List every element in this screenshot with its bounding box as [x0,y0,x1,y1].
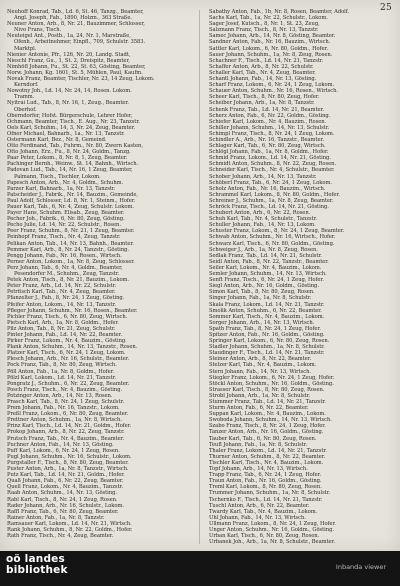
viewer-footer-bar [0,551,400,586]
directory-entry-line: Singer Johann, Fab., 1a, Nr. 8, Schulstr. [209,295,312,302]
directory-entry-line: Pöll Anton, Fab., 1a, Nr. 8, Goldm., Hofer. [7,368,115,375]
column-divider [199,10,200,544]
directory-entry-line: Scheer Karl, Tisch., 8, Nr. 80, Zeug, Hofer. [209,94,320,101]
directory-entry-line: Schiefer Karl, Lokom., Nr. 4, Bauzim., Rosen. [209,118,327,125]
directory-entry-line: Spath Franz, Tab., 8, Nr. 24, 1 Zeug, Hofer. [209,325,321,332]
directory-entry-line: Stummer Franz, Tab., Ld. 14, Nr. 21, Tanzstr. [209,399,326,405]
directory-entry-line: Pongratz J., Schuhm., 6, Nr. 22, Zeug, Beamter. [7,380,130,387]
directory-entry-line: Urbanek Joh., Arb., 1a, Nr. 8, Schulstr., Beamter. [209,539,335,546]
directory-entry-line: Raffl Franz, Tab., 6, Nr. 80, Zeug, Beamter. [7,508,119,515]
directory-entry-line: Siegl Anton, Arb., Nr. 16, Goldm., Gösting. [209,283,319,290]
directory-entry-line: Quaß Johann, Fab., 6, Nr. 22, Zeug, Beamter. [7,478,124,485]
directory-entry-line: Simon Karl, Tab., 8, Nr. 80, Zeug, Rosen. [209,289,315,296]
directory-entry-line: Pfleger Johann, Schuhm., Nr. 16, Rosen., Beamter. [7,307,138,314]
directory-entry-line: Nivo Frans, Tisch. [14,27,62,34]
directory-entry-line: Schreiner J., Schuhm., 1a, Nr. 8, Zeug, Beamter. [209,197,334,204]
directory-entry-line: Schimpl Franz, Tisch., 8, Nr. 24, 1 Zeug, Lokom. [209,130,335,137]
directory-entry-line: Schuh Karl, Tab., Nr. 4, Schulstr., Tanzstr. [209,216,318,223]
directory-entry-line: Tischler Karl, Tisch., Nr. 4, Bauzim., Lokom. [209,459,324,466]
directory-entry-line: Stern Johann, Fab., 14, Nr. 13, Wirtsch. [209,368,311,375]
directory-entry-line: Schubert Anton, Arb., 6, Nr. 22, Rosen. [209,210,311,217]
directory-entry-line: Twardy Karl, Tab., Nr. 4, Bauzim., Lokom. [209,508,318,515]
directory-entry-line: Schauer Anton, Schuhm., Nr. 16, Rosen., Wirtsch. [209,88,339,95]
directory-entry-line: Putz Karl, Tab., Ld. 14, Nr. 21, Goldm., Hofer. [7,472,125,479]
directory-entry-line: Trapp Franz, Tab., 6, Nr. 24, 1 Zeug, Hofer. [209,472,322,479]
directory-entry-line: Tschernko F., Tisch., Ld. 14, Nr. 21, Tanzstr. [209,496,323,503]
directory-entry-line: Pemmer Karl, Arb., 8, Nr. 24, Tanzstr., Gösting. [7,246,129,253]
directory-entry-line: Raab Anton, Schuhm., 14, Nr. 13, Gösting. [7,490,117,497]
directory-entry-line: Stöckl Anton, Schuhm., Nr. 16, Goldm., Gösting. [209,380,334,387]
directory-entry-line: Norw. Johann, Kg. 1601, St. 5, Mühlen, Paul, Kaufm. [7,69,143,76]
directory-entry-line: Pirker Franz, Lokom., Nr. 4, Bauzim., Gösting. [7,338,127,345]
directory-entry-line: Angl. Joseph, Fab., 1890, Holzm., 363 Straße. [14,15,132,22]
directory-entry-line: Schrammel Karl, Lokom., 8, Nr. 80, Goldm., Hofer. [209,191,340,198]
directory-entry-line: Smolik Anton, Schuhm., 6, Nr. 22, Beamter. [209,307,322,314]
directory-entry-line: Plesch Johann, Arb., Nr. 16, Schulstr., Beamter. [7,356,130,363]
directory-entry-line: Tuschl Anton, Arb., 6, Nr. 22, Beamter. [209,502,310,509]
directory-entry-line: Szabo Franz, Tisch., 8, Nr. 24, 1 Zeug, Hofer. [209,423,326,430]
directory-entry-line: Schuller Johann, Fab., 14, Nr. 13, Lokom. [209,222,316,229]
directory-entry-line: Traun Anton, Fab., Nr. 16, Goldm., Gösting. [209,478,322,485]
directory-entry-line: Sachs Karl, Tab., 1a, Nr. 22, Schulstr., Lokom. [209,15,328,22]
directory-entry-line: Parzer Karl, Bahnarb., 1a, Nr. 13, Tanzstr. [7,185,116,192]
directory-entry-line: Nieschl Franz, Gu., 1, St. 2, Dreispitz, Beamter, [7,57,130,64]
directory-entry-line: Prutsch Franz, Tab., Nr. 4, Bauzim., Beamter. [7,435,125,442]
directory-entry-line: Preßl Franz, Lokom., 6, Nr. 80, Zeug, Beamter. [7,411,129,418]
directory-entry-line: Pfanzelter J., Fab., 8, Nr. 24, 1 Zeug, Gösting. [7,295,125,302]
directory-entry-line: Rank Johann, Schuhm., 8, Nr. 22, Goldm., Hofer. [7,526,133,533]
directory-entry-line: Sedlak Franz, Tab., Ld. 14, Nr. 21, Schulstr. [209,252,322,259]
directory-entry-line: Puchner Anton, Fab., 14, Nr. 13, Gösting. [7,441,114,448]
directory-entry-line: Suppan Karl, Lokom., Nr. 4, Bauzim., Lokom. [209,411,326,418]
directory-entry-line: Pölzl Karl, Lokom., Ld. 14, Nr. 21, Tanzstr. [7,374,117,381]
directory-entry-line: Uhl Johann, Fab., 14, Nr. 13, Wirtsch. [209,514,306,521]
directory-entry-line: Puff Karl, Lokom., 6, Nr. 24, 1 Zeug, Rosen. [7,447,120,454]
directory-entry-line: Paar Peter, Lokom., 8, Nr. 8, 1, Zeug, Beamter. [7,155,128,162]
directory-entry-line: Stadler Johann, Schuhm., 1a, Nr. 8, Schulstr. [209,344,325,351]
directory-entry-line: Steiner Anton, Arb., 8, Nr. 22, Beamter. [209,356,312,363]
directory-entry-line: Peter Franz, Arb., Ld. 14, Nr. 22, Schulstr. [7,283,117,290]
directory-entry-line: Stelzer Karl, Tab., Nr. 4, Bauzim., Lokom. [209,362,317,369]
directory-entry-line: Otto Ferdinand, Tab., Fuhrm., Nr. 80, Zwern Kasten, [7,143,143,150]
directory-entry-line: Prasch Karl, Tab., 8, Nr. 24, 1 Zeug, Schulstr. [7,399,125,405]
directory-entry-line: Sabathy Anton, Fab., 1b, Nr. 8, Rosen, Beamter, Adolf. [209,9,350,15]
directory-entry-line: Marktpl. [14,45,37,52]
directory-entry-line: Seidl Anton, Fab., 8, Nr. 22, Tanzstr., Beamter. [209,258,329,265]
directory-entry-line: Pichler Franz, Tisch., 6, Nr. 80, Zeug, Wirtsch. [7,313,128,320]
directory-entry-line: Sauer Johann, Schuhm., 1a, Nr. 8, Zeug, Rosen. [209,51,333,58]
directory-entry-line: Staudinger F., Tisch., Ld. 14, Nr. 21, Tanzstr. [209,350,325,357]
directory-entry-line: Neuner Anton, Arb., 8, Nr. 21, Bauzimmer, Schlosser, [7,21,145,28]
directory-entry-line: Nyitrai Lud., Tab., 8, Nr. 16, 1, Zeug., Beamter. [7,100,129,107]
logo-line-2: bibliothek [6,564,68,576]
directory-entry-line: Sattler Karl, Lokom., 6, Nr. 80, Goldm., Hofer. [209,45,328,52]
directory-entry-line: Schaffer Anton, Arb., 8, Nr. 22, Schulstr. [209,63,314,70]
directory-entry-line: Springer Karl, Lokom., 6, Nr. 80, Zeug, Rosen. [209,338,330,345]
directory-entry-line: Samec Johann, Arb., 14, Nr. 8, Gösting, Beamter. [209,33,336,40]
directory-entry-line: Patscheider J., Fabrik., Nr. 14, Bauzim., Gemeinde, [7,191,138,198]
directory-entry-line: Schmid Franz, Lokom., Ld. 14, Nr. 21, Gösting. [209,155,331,162]
directory-entry-line: Prettner Anton, Schuhm., 1a, Nr. 8, Wirtsch. [7,417,122,424]
directory-entry-line: Schweiger J., Arb., 1a, Nr. 8, Zeug, Rosen. [209,246,318,253]
directory-entry-line: Peer Franz, Schuhm., 8, Nr. 21, 1 Zeug, Beamter. [7,228,135,235]
directory-entry-line: Rath Franz, Tisch., Nr. 4, Zeug, Beamter. [7,533,114,540]
directory-entry-line: Schröck Franz, Tisch., Ld. 14, Nr. 21, Gösting. [209,204,329,210]
directory-entry-line: Oels Karl, Schuhm., 14, 3, Nr. 24, Zeug, Beamter. [7,124,135,131]
left-column [7,9,191,547]
directory-entry-line: Petek Anton, Tisch., 8, Nr. 21, Bauzim., Lokom. [7,277,129,284]
directory-entry-line: Rader Johann, Arb., Nr. 16, Schulstr., Lokom. [7,502,124,509]
directory-entry-line: Tramm. [14,94,35,101]
directory-entry-line: Nowotny Joh., Ld. 14, Nr. 24, 14, Rosen. Lokom. [7,88,132,95]
directory-entry-line: Pietsch Karl, Arb., 1a, Nr. 8, Goldm., Hofer. [7,319,119,326]
directory-entry-line: Semler Johann, Schuhm., 14, Nr. 13, Wirtsch. [209,271,327,278]
directory-entry-line: Pesendorfer M., Schuhm., Zeug, Tanzstr. [14,271,120,278]
directory-entry-line: Sommer Karl, Tisch., Nr. 4, Bauzim., Lokom. [209,313,325,320]
directory-entry-line: Papesch Anton, Arb., Nr. 4, Goldm., Schuhm. [7,179,124,186]
directory-entry-line: Puster Anton, Arb., 1a, Nr. 8, Tanzstr., Wirtsch. [7,466,129,473]
directory-entry-line: Schaller Karl, Tab., Nr. 4, Zeug, Beamter. [209,69,316,76]
directory-entry-line: Sturm Anton, Fab., 6, Nr. 22, Beamter. [209,405,309,412]
directory-entry-line: Schwarz Karl, Tisch., 6, Nr. 80, Goldm., Gösting. [209,240,335,247]
directory-entry-line: Swoboda Johann, Schuhm., 14, Nr. 13, Wirtsch. [209,417,332,424]
directory-entry-line: Pinter Johann, Fab., Ld. 14, Nr. 22, Beamter. [7,331,122,338]
directory-entry-line: Stiegler Franz, Lokom., 6, Nr. 24, 1 Zeug, Hofer. [209,374,335,381]
directory-entry-line: Paul Adolf, Schlosser, Ld. 8, Nr. 1, Steinm., Hofer. [7,197,136,204]
directory-entry-line: Nimhöfl Johann, Fu., St. 22, St. 63, Gösting, Beamter, [7,63,146,70]
directory-entry-line: Schlögl Johann, Fab., 1a, Nr. 8, Goldm., Hofer. [209,149,329,156]
directory-entry-line: Petritsch Karl, Tab., Nr. 4, Zeug, Beamter. [7,289,116,296]
directory-entry-line: Pelikan Anton, Tab., 14, Nr. 13, Bahnh., Beamter. [7,240,134,247]
directory-entry-line: Schachner F., Tisch., Ld. 14, Nr. 21, Tanzstr. [209,57,324,64]
logo-line-1: oö landes [6,553,65,565]
directory-entry-line: Plank Anton, Schuhm., 14, Nr. 13, Tanzstr., Rosen. [7,344,138,351]
directory-entry-line: Tauber Karl, Tab., 6, Nr. 80, Zeug, Rosen. [209,435,317,442]
directory-entry-line: Schenk Franz, Tab., Ld. 14, Nr. 21, Beamter. [209,106,324,113]
directory-entry-line: Scharf Franz, Lokom., 6, Nr. 24, 1 Zeug, Lokom. [209,82,335,89]
page-number: 25 [379,3,392,13]
directory-entry-line: Sager Josef, Kutsch., 8, Nr. 1, St. 23, Zeug, [209,21,320,28]
directory-entry-line: Schantl Johann, Fab., 14, Nr. 13, Gösting. [209,76,317,83]
directory-entry-line: Ochmann, Beamter, Tisch., E. Aug., Nr. 23, Tanzstr. [7,118,140,125]
directory-entry-line: Pock Franz, Tab., 8, Nr. 80, Zeug, Wirtsch. [7,362,117,369]
directory-entry-line: Thaler Franz, Lokom., Ld. 14, Nr. 21, Tanzstr. [209,447,327,454]
directory-entry-line: Trummer Johann, Schuhm., 1a, Nr. 8, Schulstr. [209,490,331,497]
directory-entry-line: Schlager Karl, Tab., 6, Nr. 80, Zeug, Wirtsch. [209,143,326,150]
directory-entry-line: Senft Franz, Tisch., 6, Nr. 24, 1 Zeug, Hofer. [209,277,324,284]
directory-entry-line: Rainer Anton, Fab., 1a, Nr. 8, Tanzstr. [7,514,105,521]
directory-entry-line: Schmidt Anton, Schuhm., 8, Nr. 22, Zeug, Rosen. [209,161,336,168]
directory-entry-line: Sandner Anton, Fab., Nr. 16, Bauzim., Wirtsch. [209,39,331,46]
directory-entry-line: Urban Karl, Tisch., 6, Nr. 80, Zeug, Rosen. [209,533,320,540]
directory-entry-line: Pauer Karl, Tab., 6, Nr. 4, Zeug, Schulstr. Lokom. [7,204,134,210]
directory-entry-line: Padovan Lud., Tab., 14, Nr. 16, 1 Zeug, Beamter, [7,167,133,174]
directory-entry-line: Topf Johann, Arb., 14, Nr. 13, Wirtsch. [209,466,308,473]
directory-entry-line: Prem Johann, Fab., Nr. 16, Tanzstr., Lokom. [7,405,120,412]
directory-entry-line: Posch Franz, Tisch., Nr. 4, Bauzim., Gösting. [7,386,123,393]
directory-entry-line: Strasser Karl, Tisch., 8, Nr. 80, Zeug, Rosen. [209,386,325,393]
directory-entry-line: Platzer Karl, Tisch., 6, Nr. 24, 1 Zeug, Lokom. [7,350,126,357]
directory-entry-line: Oberndorfer, Hofst. Bürgerschule, Lehrer Hofer, [7,112,133,119]
directory-entry-line: Scherz Anton, Fab., 6, Nr. 22, Goldm., Gösting. [209,112,331,119]
directory-entry-line: Pachinger Bernh., Weinw., St. 14, Bahnh., Wirtsch. [7,161,139,168]
directory-entry-line: Pilz Anton, Tab., 8, Nr. 21, Zeug, Schulstr. [7,325,116,332]
directory-entry-line: Palmann, Tisch., Tischler, Lokom. [14,173,101,180]
directory-entry-line: Teufl Johann, Fab., 1a, Nr. 8, Schulstr. [209,441,308,448]
directory-entry-line: Neuhoff Konrad, Tab., Ld. 6, St. 46, Tanzg., Beamter, [7,9,144,15]
directory-entry-line: Strobl Johann, Arb., 1a, Nr. 8, Schulstr. [209,392,311,399]
directory-entry-line: Ramsauer Karl, Lokom., Ld. 14, Nr. 21, Wirtsch. [7,520,132,527]
directory-entry-line: Ofner Michael, Bahnarb., 1a., Nr. 13, Tanzstr. [7,130,125,137]
directory-entry-line: Pecher Joh., Fabrik., 6, Nr. 80, Zeug, Gösting. [7,216,125,223]
directory-entry-line: Purgstaller F., Tisch., 8, Nr. 80, Zeug, Beamter. [7,459,129,466]
directory-entry-line: Pecho Julie, Ld. 14, Nr. 22, Schulstr., Rosen. [7,222,121,229]
directory-entry-line: Oberhof. [14,106,37,113]
right-column [209,9,393,547]
directory-entry-line: Tanzer Anton, Arb., Nr. 16, Goldm., Gösting. [209,429,324,436]
directory-entry-line: Salzmann Franz, Tisch., 8, Nr. 13, Tanzstr. [209,27,319,34]
directory-entry-line: Otto Johann, Erz., Fu., 8, Nr. 24, Goldm., Tanzg. [7,149,131,156]
directory-entry-line: Schneider Karl, Tisch., Nr. 4, Schulstr., Beamter. [209,167,335,174]
directory-entry-line: Treml Karl, Lokom., 8, Nr. 80, Zeug, Rosen. [209,484,322,491]
directory-entry-line: Quell Franz, Lokom., Nr. 4, Bauzim., Tanzstr. [7,484,124,491]
directory-entry-line: Thurner Anton, Schuhm., 8, Nr. 22, Beamter. [209,453,326,460]
directory-entry-line: Unger Anton, Schuhm., Nr. 16, Goldm., Gösting. [209,526,334,533]
directory-entry-line: Perz Johann, Tab., 6, Nr. 4, Goldm., Beamter, [7,264,123,271]
directory-entry-line: Potzinger Anton, Arb., 14, Nr. 13, Rosen. [7,392,113,399]
viewer-label: Inbanda viewer [335,563,386,571]
directory-entry-line: Nienier Antonie, Pfr., 126, Nr. 20, Landg. Stadt, [7,51,131,58]
directory-entry-line: Pugl Johann, Schuhm., Nr. 16, Schulstr., Lokom. [7,453,132,460]
directory-entry-line: Perner Anton, Lokom., 1a, Nr. 8, Zeug, Schlosser. [7,258,135,265]
directory-entry-line: Ullmann Franz, Lokom., 8, Nr. 24, 1 Zeug, Hofer. [209,520,336,527]
directory-entry-line: Schiller Johann, Schuhm., 14, Nr. 13, Schulstr. [209,124,330,131]
directory-entry-line: Novak Franz, Beamter, Tischler, Nr. 23, 14 Zeug, Lokom. [7,76,155,83]
directory-entry-line: Rabl Karl, Tisch., 8, Nr. 24, 1 Zeug, Rosen. [7,496,118,503]
directory-entry-line: Pfeifer Anton, Lokom., 14, Nr. 13, Tanzstr. [7,301,116,308]
directory-entry-line: Schober Johann, Arb., 14, Nr. 13, Tanzstr. [209,173,317,180]
directory-entry-line: Kerndorf. [14,82,39,89]
directory-entry-line: Schwab Anton, Schuhm., Nr. 16, Wirtsch., Hofer. [209,234,336,241]
directory-entry-line: Sorger Johann, Arb., 14, Nr. 13, Wirtsch. [209,319,315,326]
directory-entry-line: Schuster Franz, Lokom., 8, Nr. 24, 1 Zeug, Beamter. [209,228,345,235]
directory-entry-line: Peinhopf Franz, Tisch., Nr. 4, Zeug, Tanzstr. [7,234,121,241]
directory-entry-line: Pengg Johann, Fab., Nr. 16, Rosen., Wirtsch. [7,252,122,259]
directory-entry-line: Schindler A., Arb., Nr. 16, Tanzstr., Beamter. [209,136,324,143]
directory-entry-line: Schöberl Franz, Tab., 6, Nr. 24, 1 Zeug, Lokom. [209,179,332,186]
directory-entry-line: Seiler Karl, Lokom., Nr. 4, Bauzim., Lokom. [209,264,322,271]
library-logo[interactable] [6,554,68,576]
directory-entry-line: Skala Franz, Lokom., Ld. 14, Nr. 21, Tanzstr. [209,301,325,308]
directory-entry-line: Payer Hans, Schuhm. Elisab., Zeug, Beamter. [7,210,125,217]
directory-entry-line: Prinz Karl, Tisch., Ld. 14, Nr. 21, Goldm., Hofer. [7,423,132,430]
directory-entry-line: Neuteigel Ant., Postb., 1a, 24, Nr. 1, Marstraße, [7,33,131,40]
directory-entry-line: Ofenh., Arbeitnehmer, Einpfl., 709, Schulstr. 3583. [14,39,146,46]
directory-entry-line: Scholz Anton, Fab., Nr. 16, Bauzim., Wirtsch. [209,185,326,192]
directory-entry-line: Ostermann Karl, Bez., Nr. 8, Gemeind. [7,136,107,143]
directory-entry-line: Spitzer Anton, Fab., Nr. 16, Goldm., Gösting. [209,331,325,338]
directory-entry-line: Scheiber Johann, Arb., 1a, Nr. 8, Tanzstr. [209,100,315,107]
directory-entry-line: Prokop Johann, Arb., 8, Nr. 22, Zeug, Tanzstr. [7,429,125,436]
